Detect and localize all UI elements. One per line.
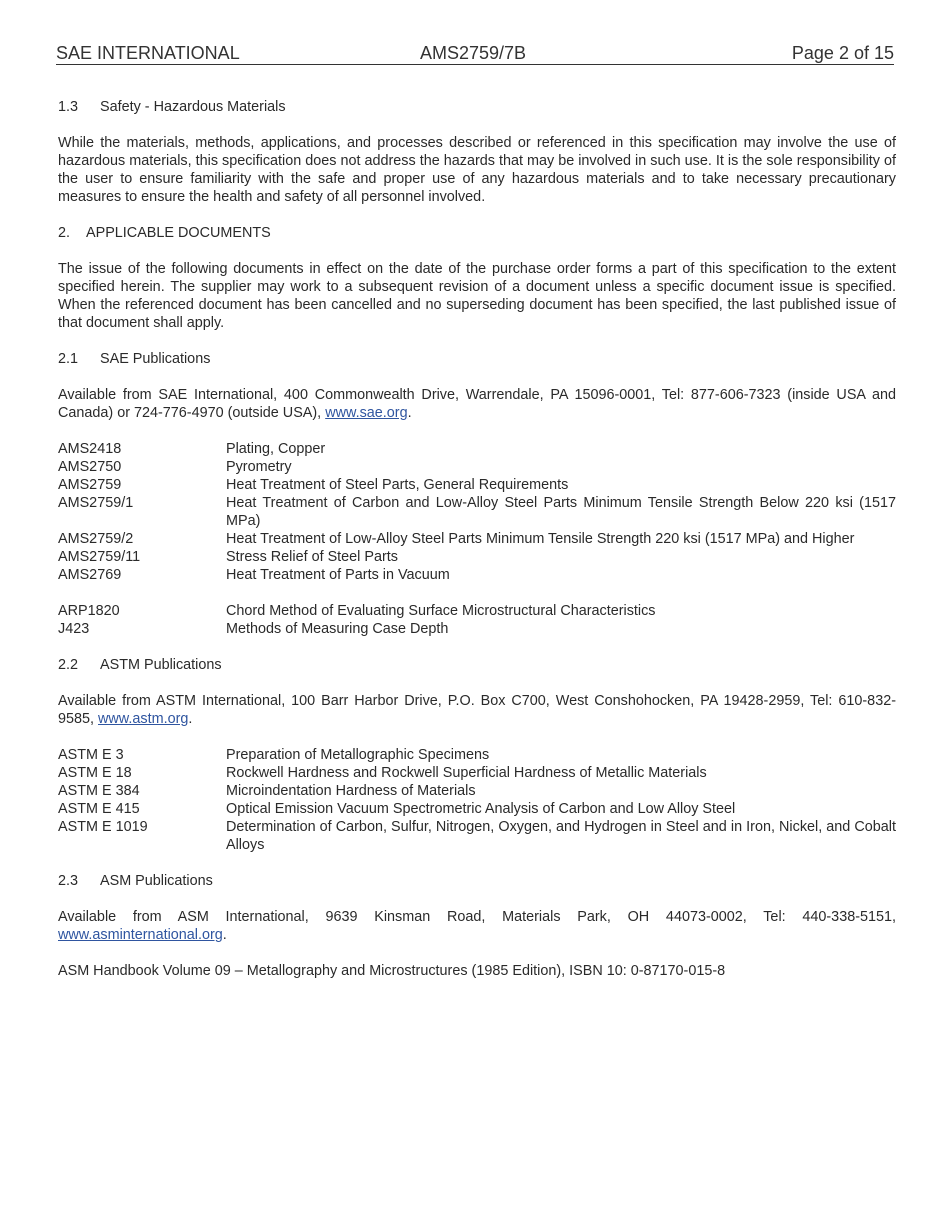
doc-code: AMS2759: [58, 477, 122, 493]
availability-text: Available from SAE International, 400 Commonwealth Drive, Warrendale, PA 15096-0001, Tel: 877-606-7323 (inside USA and Canada) or 724-776-4970 (outside USA),: [58, 387, 896, 421]
table-row: [58, 548, 896, 566]
doc-title: Optical Emission Vacuum Spectrometric Analysis of Carbon and Low Alloy Steel: [226, 801, 736, 817]
doc-title: Rockwell Hardness and Rockwell Superficial Hardness of Metallic Materials: [226, 765, 707, 781]
table-row: [58, 530, 896, 548]
sae-website-link[interactable]: www.sae.org: [325, 405, 408, 421]
header-document-number: AMS2759/7B: [420, 43, 527, 63]
doc-title: Stress Relief of Steel Parts: [226, 549, 398, 565]
availability-text: Available from ASM International, 9639 Kinsman Road, Materials Park, OH 44073-0002, Tel: 440-338-5151,: [58, 909, 896, 925]
doc-title: Heat Treatment of Carbon and Low-Alloy Steel Parts Minimum Tensile Strength Below 220 ksi (1517 MPa): [226, 495, 896, 529]
doc-code: ASTM E 1019: [58, 819, 148, 835]
header-page-number: Page 2 of 15: [791, 43, 894, 63]
doc-code: AMS2759/11: [58, 549, 141, 565]
section-2-1-availability: Available from SAE International, 400 Commonwealth Drive, Warrendale, PA 15096-0001, Tel: 877-606-7323 (inside USA and Canada) or 724-776-4970 (outside USA), www.sae.org.: [58, 387, 896, 421]
section-2-3-availability: Available from ASM International, 9639 Kinsman Road, Materials Park, OH 44073-0002, Tel: 440-338-5151, www.asminternational.org.: [58, 909, 896, 943]
table-row: [58, 818, 896, 854]
doc-code: ASTM E 3: [58, 747, 124, 763]
doc-code: AMS2759/1: [58, 495, 134, 511]
header-organization: SAE INTERNATIONAL: [56, 43, 240, 63]
doc-code: AMS2750: [58, 459, 122, 475]
doc-title: Heat Treatment of Parts in Vacuum: [226, 567, 450, 583]
section-number: 2.1: [58, 351, 79, 367]
table-row: [58, 746, 896, 764]
doc-code: ASTM E 18: [58, 765, 132, 781]
section-title: APPLICABLE DOCUMENTS: [86, 225, 271, 241]
section-number: 2.3: [58, 873, 79, 889]
section-number: 2.: [58, 225, 71, 241]
page-header: [56, 43, 894, 65]
section-number: 2.2: [58, 657, 79, 673]
doc-title: Heat Treatment of Steel Parts, General Requirements: [226, 477, 569, 493]
doc-title: Heat Treatment of Low-Alloy Steel Parts Minimum Tensile Strength 220 ksi (1517 MPa) and Higher: [226, 531, 855, 547]
table-row: [58, 458, 896, 476]
section-title: SAE Publications: [100, 351, 211, 367]
doc-title: Methods of Measuring Case Depth: [226, 621, 449, 637]
table-row: [58, 782, 896, 800]
doc-title: Chord Method of Evaluating Surface Microstructural Characteristics: [226, 603, 656, 619]
section-2-heading: [58, 224, 896, 242]
doc-title: Pyrometry: [226, 459, 292, 475]
doc-code: J423: [58, 621, 90, 637]
astm-documents-table: [58, 746, 896, 854]
section-2-body: The issue of the following documents in effect on the date of the purchase order forms a part of this specification to the extent specified herein. The supplier may work to a subsequent revision of a document unless a specific document issue is specified. When the referenced document has been cancelled and no superseding document has been specified, the last published issue of that document shall apply.: [58, 261, 896, 331]
doc-title: Determination of Carbon, Sulfur, Nitrogen, Oxygen, and Hydrogen in Steel and in Iron, Nickel, and Cobalt Alloys: [226, 819, 896, 853]
availability-text: Available from ASTM International, 100 Barr Harbor Drive, P.O. Box C700, West Conshohocken, PA 19428-2959, Tel: 610-832-9585,: [58, 693, 896, 727]
asm-website-link[interactable]: www.asminternational.org: [58, 927, 223, 943]
section-2-3-heading: [58, 872, 896, 890]
doc-title: Plating, Copper: [226, 441, 326, 457]
section-1-3-body: While the materials, methods, applications, and processes described or referenced in this specification may involve the use of hazardous materials, this specification does not address the hazards that may be involved in such use. It is the sole responsibility of the user to ensure familiarity with the safe and proper use of any hazardous materials and to take necessary precautionary measures to ensure the health and safety of all personnel involved.: [58, 135, 896, 205]
section-2-1-heading: [58, 350, 896, 368]
table-row: [58, 602, 896, 620]
doc-code: AMS2769: [58, 567, 122, 583]
doc-title: Microindentation Hardness of Materials: [226, 783, 476, 799]
astm-website-link[interactable]: www.astm.org: [98, 711, 189, 727]
section-2-2-heading: [58, 656, 896, 674]
table-row: [58, 476, 896, 494]
doc-code: AMS2418: [58, 441, 122, 457]
asm-handbook-reference: ASM Handbook Volume 09 – Metallography and Microstructures (1985 Edition), ISBN 10: 0-87170-015-8: [58, 963, 726, 979]
section-title: Safety - Hazardous Materials: [100, 99, 286, 115]
table-row: [58, 620, 896, 638]
table-row: [58, 800, 896, 818]
section-2-2-availability: Available from ASTM International, 100 Barr Harbor Drive, P.O. Box C700, West Conshohocken, PA 19428-2959, Tel: 610-832-9585, www.astm.org.: [58, 693, 896, 727]
doc-title: Preparation of Metallographic Specimens: [226, 747, 490, 763]
document-body: [58, 98, 896, 998]
table-row: [58, 764, 896, 782]
doc-code: ASTM E 384: [58, 783, 140, 799]
table-spacer: [58, 584, 896, 602]
doc-code: ASTM E 415: [58, 801, 140, 817]
table-row: [58, 440, 896, 458]
section-title: ASM Publications: [100, 873, 213, 889]
section-1-3-heading: [58, 98, 896, 116]
sae-documents-table: [58, 440, 896, 638]
table-row: [58, 566, 896, 584]
section-title: ASTM Publications: [100, 657, 222, 673]
section-number: 1.3: [58, 99, 79, 115]
doc-code: AMS2759/2: [58, 531, 134, 547]
doc-code: ARP1820: [58, 603, 120, 619]
table-row: [58, 494, 896, 530]
